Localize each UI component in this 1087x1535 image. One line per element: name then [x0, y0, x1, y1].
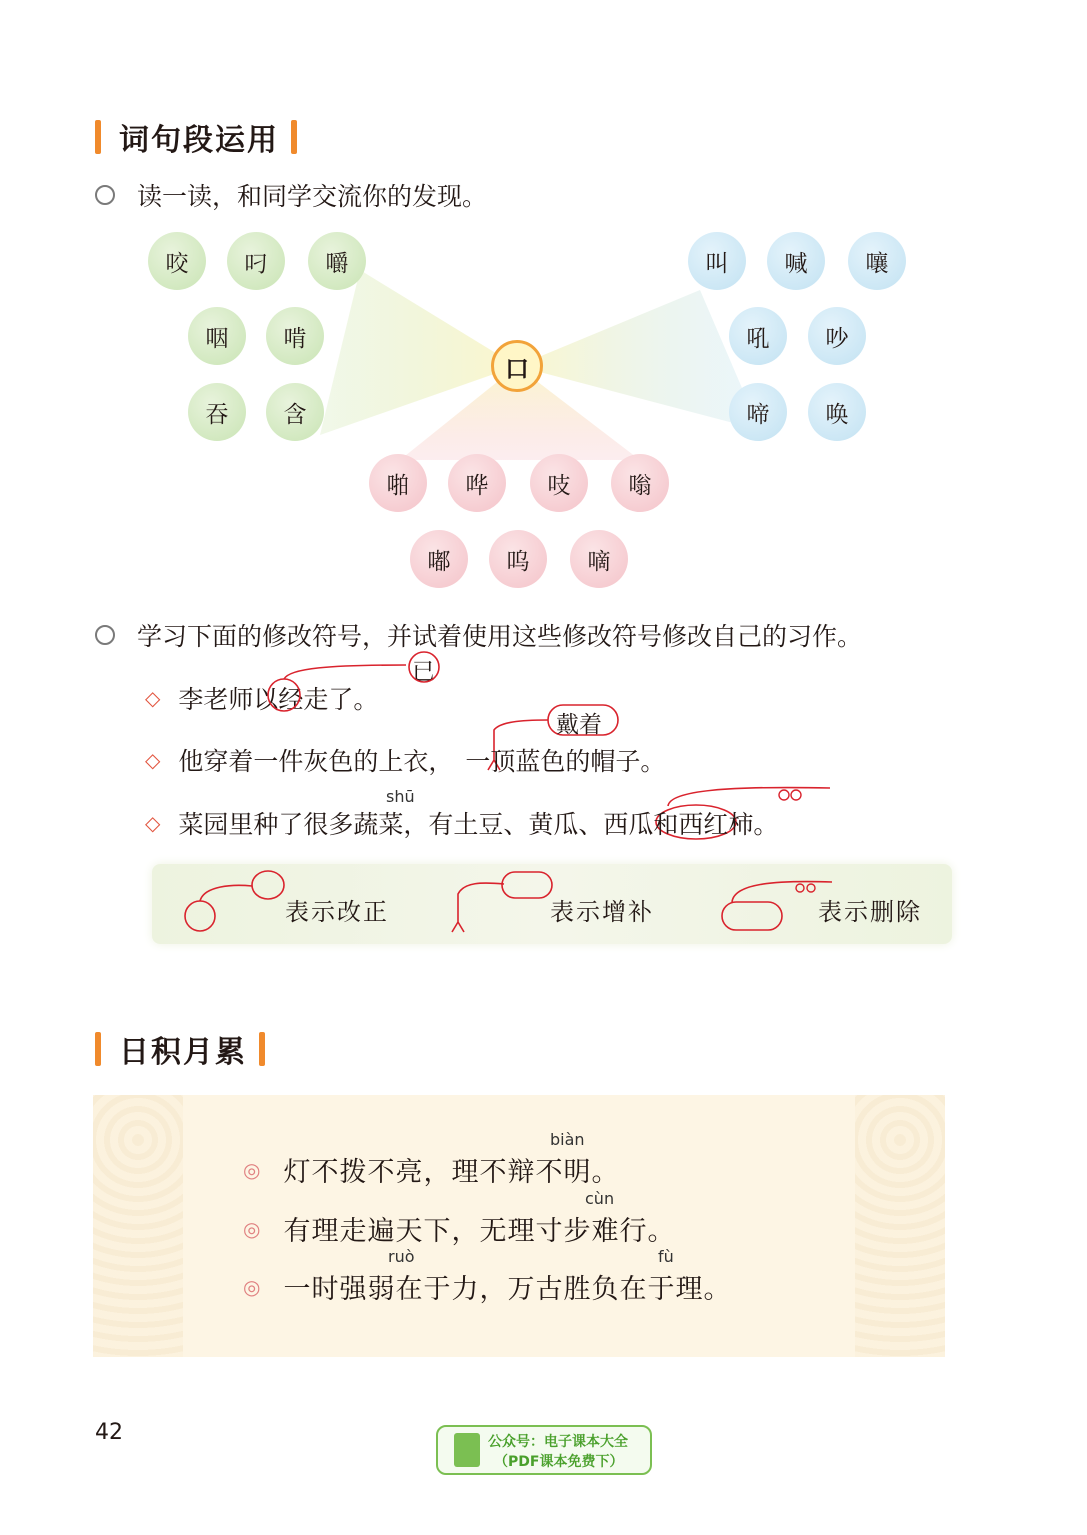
correct-circle-mark: [268, 679, 300, 711]
marked-text: 、西瓜: [578, 810, 654, 839]
correct-symbol-icon: [185, 901, 215, 931]
instruction-text: 读一读，和同学交流你的发现。: [137, 182, 488, 211]
diamond-bullet-icon: ◇: [145, 748, 161, 772]
char-bubble: 唤: [808, 383, 866, 441]
double-circle-bullet-icon: ◎: [243, 1216, 262, 1241]
char-bubble: 嗡: [611, 454, 669, 512]
sentence-text: 菜园里种了很多蔬菜，有土豆、黄瓜: [178, 810, 579, 839]
char-bubble: 啃: [266, 307, 324, 365]
example-sentence-2: [145, 742, 665, 778]
center-character: 口: [491, 340, 543, 392]
insert-symbol-bubble: [502, 872, 552, 898]
delete-loop-mark: [791, 790, 801, 800]
char-bubble: 啼: [729, 383, 787, 441]
diamond-bullet-icon: ◇: [145, 686, 161, 710]
sentence-text: 经走了。: [278, 685, 379, 714]
char-bubble: 咬: [148, 232, 206, 290]
title-bar-left: [95, 1032, 101, 1066]
insert-text: 戴着: [556, 712, 602, 738]
decorative-pattern-right: [855, 1095, 945, 1357]
proverb-text: 灯不拨不亮，理不辩不明。: [283, 1157, 620, 1188]
delete-line-mark: [668, 788, 830, 806]
correct-circle-mark: [409, 652, 439, 682]
section-title-text: 日积月累: [119, 1035, 247, 1070]
char-bubble: 哗: [448, 454, 506, 512]
marked-text: 以: [253, 685, 279, 714]
correction-text: 已: [412, 659, 435, 685]
delete-symbol-loop: [807, 884, 815, 892]
legend-label-add: 表示增补: [550, 898, 654, 926]
proverb-line-2: [243, 1209, 675, 1248]
legend-label-delete: 表示删除: [818, 898, 922, 926]
char-bubble: 嚼: [308, 232, 366, 290]
decorative-pattern-left: [93, 1095, 183, 1357]
delete-symbol-icon: [722, 902, 782, 930]
publisher-badge: [436, 1425, 652, 1475]
correct-symbol-icon: [252, 871, 284, 899]
pinyin-annotation: shū: [386, 787, 415, 806]
double-circle-bullet-icon: ◎: [243, 1274, 262, 1299]
badge-line-2: （PDF课本免费下）: [494, 1454, 624, 1470]
diamond-bullet-icon: ◇: [145, 811, 161, 835]
char-bubble: 呜: [489, 530, 547, 588]
delete-symbol-line: [732, 882, 832, 902]
char-bubble: 嘀: [570, 530, 628, 588]
char-bubble: 吼: [729, 307, 787, 365]
sentence-text: 一顶蓝色的帽子。: [465, 747, 666, 776]
proverb-line-1: [243, 1150, 619, 1189]
char-bubble: 吞: [188, 383, 246, 441]
delete-loop-mark: [779, 790, 789, 800]
book-icon: [454, 1433, 480, 1467]
char-bubble: 嘟: [410, 530, 468, 588]
sentence-text: 和西红柿。: [653, 810, 779, 839]
correct-symbol-line: [200, 885, 252, 901]
char-bubble: 叫: [688, 232, 746, 290]
char-bubble: 含: [266, 383, 324, 441]
delete-symbol-loop: [796, 884, 804, 892]
char-bubble: 喊: [767, 232, 825, 290]
insert-symbol-icon: [452, 883, 504, 932]
char-bubble: 咽: [188, 307, 246, 365]
pinyin-annotation: ruò: [388, 1247, 415, 1266]
proverb-text: 一时强弱在于力，万古胜负在于理。: [283, 1274, 732, 1305]
instruction-text: 学习下面的修改符号，并试着使用这些修改符号修改自己的习作。: [137, 622, 863, 651]
section-title-2: [95, 1029, 265, 1069]
page-number: 42: [95, 1420, 123, 1445]
pinyin-annotation: fù: [658, 1247, 674, 1266]
title-bar-right: [259, 1032, 265, 1066]
badge-line-1: 公众号：电子课本大全: [488, 1434, 628, 1450]
char-bubble: 啪: [369, 454, 427, 512]
legend-label-correct: 表示改正: [285, 898, 389, 926]
proverb-text: 有理走遍天下，无理寸步难行。: [283, 1216, 676, 1247]
sentence-text: 李老师: [178, 685, 254, 714]
double-circle-bullet-icon: ◎: [243, 1157, 262, 1182]
pinyin-annotation: cùn: [585, 1189, 615, 1208]
section-title-text: 词句段运用: [119, 123, 279, 158]
example-sentence-3: [145, 805, 778, 841]
char-bubble: 吱: [530, 454, 588, 512]
sentence-text: 他穿着一件灰色的上衣，: [178, 747, 454, 776]
char-bubble: 吵: [808, 307, 866, 365]
proverb-line-3: [243, 1267, 731, 1306]
char-bubble: 嚷: [848, 232, 906, 290]
correct-line-mark: [284, 665, 406, 679]
edit-symbol-legend: [152, 864, 952, 944]
char-bubble: 叼: [227, 232, 285, 290]
pinyin-annotation: biàn: [550, 1130, 585, 1149]
